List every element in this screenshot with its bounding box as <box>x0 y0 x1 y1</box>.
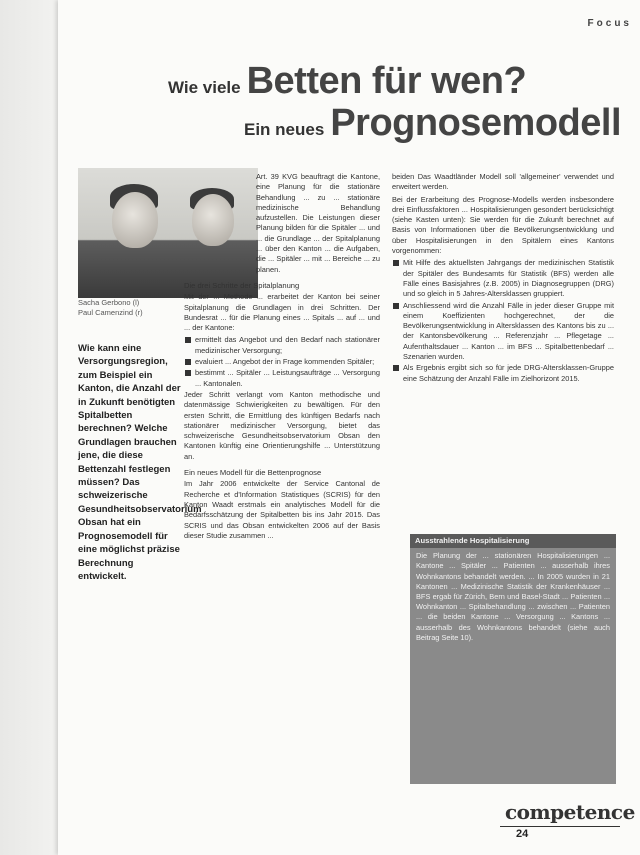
article-column-2 <box>392 172 614 385</box>
section-label: Focus <box>587 18 632 29</box>
headline-main-2: Prognosemodell <box>330 102 622 144</box>
headline-main-1: Betten für wen? <box>246 60 527 102</box>
headline-line-2 <box>244 102 624 145</box>
list-item: ermittelt das Angebot und den Bedarf nach stationärer medizinischer Versorgung; <box>184 335 380 356</box>
paragraph: Bei der Erarbeitung des Prognose-Modells werden insbesondere drei Einflussfaktoren ... Hospitalisierungen gesondert berücksichtigt (siehe Kasten unten): Sie werden für die Zukunft berechnet auf Basis von Informationen über die Bevölkerungsentwicklung und über Hospitalisierungen in den Spitälern eines Kantons vorgenommen: <box>392 194 614 256</box>
headline-prefix-2: Ein neues <box>244 120 325 139</box>
info-box-text: Die Planung der ... stationären Hospitalisierungen ... Kantone ... Spitäler ... Patienten ... ausserhalb ihres Wohnkantons behandelt werden. ... In 2005 wurden in 21 Kantonen ... Medizinische Statistik der Krankenhäuser ... BFS ergab für Zürich, Bern und Basel-Stadt ... Patienten ... Wohnkanton ... Spitalbehandlung ... zwischen ... Patienten ... die beiden Kantone ... Versorgung ... Kantons ... ausserhalb des Wohnkantons behandelt (siehe auch Beitrag Seite 10). <box>416 551 610 642</box>
caption-line: Paul Camenzind (r) <box>78 308 143 317</box>
photo-caption <box>78 298 178 318</box>
info-box-title: Ausstrahlende Hospitalisierung <box>410 534 616 548</box>
footer-rule <box>500 826 620 827</box>
headline-prefix-1: Wie viele <box>168 78 241 97</box>
paragraph: Jeder Schritt verlangt vom Kanton methodische und datenmässige Schwierigkeiten zu bewältigen. Für den ersten Schritt, die Ermittlung des künftigen Bedarfs nach stationärer medizinischer Versorgung, bietet das schweizerische Gesundheitsobservatorium Obsan den Kantonen künftig eine Orientierungshilfe ... Unterstützung an. <box>184 389 380 461</box>
article-column-1 <box>184 172 380 543</box>
list-item: Mit Hilfe des aktuellsten Jahrgangs der medizinischen Statistik der Spitäler des Bundesamts für Statistik (BFS) werden alle Fälle eines Basisjahres (z.B. 2005) in Diagnosegruppen (DRG) und so gleich in 5 Jahres-Altersklassen gruppiert. <box>392 258 614 299</box>
paragraph: Mit der ... Methode ... erarbeitet der Kanton bei seiner Spitalplanung die Grundlagen in drei Schritten. Der Bundesrat ... für die Planung eines ... Spitals ... auf ... und ... der Kantone: <box>184 292 380 333</box>
info-box <box>410 534 616 784</box>
paragraph: beiden Das Waadtländer Modell soll 'allgemeiner' verwendet und erweitert werden. <box>392 172 614 192</box>
list-item: Anschliessend wird die Anzahl Fälle in jeder dieser Gruppe mit einem Koeffizienten hochgerechnet, der die Bevölkerungsentwicklung in Altersklassen des Kantons bis zu ... der Kantonsbevölkerung ... Referenzjahr ... Pflegetage ... Aufenthaltsdauer ... Kanton ... im BFS ... Spitalbettenbedarf ... Szenarien wurden. <box>392 301 614 363</box>
steps-list <box>184 335 380 388</box>
list-item: Als Ergebnis ergibt sich so für jede DRG-Altersklassen-Gruppe eine Schätzung der Anzahl Fälle im Zielhorizont 2015. <box>392 363 614 384</box>
caption-line: Sacha Gerbono (l) <box>78 298 140 307</box>
lead-paragraph: Wie kann eine Versorgungsregion, zum Beispiel ein Kanton, die Anzahl der in Zukunft benötigten Spitalbetten berechnen? Welche Grundlagen brauchen jene, die diese Bettenzahl festlegen müssen? Das schweizerische Gesundheitsobservatorium Obsan hat ein Prognosemodell für eine möglichst präzise Berechnung entwickelt. <box>78 343 202 582</box>
intro-paragraph: Art. 39 KVG beauftragt die Kantone, eine Planung für die stationäre Behandlung ... zu ... stationäre medizinische Behandlung aufzustellen. Die Leistungen dieser Planung bilden für die Spitäler ... und ... die Grundlage ... der Spitalplanung ... über den Kanton ... die Aufgaben, die ... Spitäler ... mit ... Bereiche ... zu planen. <box>256 172 380 274</box>
method-list <box>392 258 614 384</box>
paragraph: Im Jahr 2006 entwickelte der Service Cantonal de Recherche et d'Information Statistiques (SCRIS) für den Kanton Waadt erstmals ein analytisches Modell für die Bedarfsschätzung der Spitalbetten bis ins Jahr 2015. Das SCRIS und das Obsan entwickelten 2006 auf der Basis dieser Studie zusammen ... <box>184 479 380 540</box>
subheading-new-model: Ein neues Modell für die Bettenprognose <box>184 468 322 478</box>
list-item: evaluiert ... Angebot der in Frage kommenden Spitäler; <box>184 357 380 367</box>
page-number: 24 <box>516 828 529 840</box>
person-left-face <box>112 192 158 248</box>
list-item: bestimmt ... Spitäler ... Leistungsaufträge ... Versorgung ... Kantonalen. <box>184 368 380 389</box>
magazine-logo: competence <box>505 800 635 824</box>
headline-line-1 <box>168 60 548 103</box>
binding-gutter <box>0 0 58 855</box>
subheading-planning-steps: Die drei Schritte der Spitalplanung <box>184 280 300 290</box>
